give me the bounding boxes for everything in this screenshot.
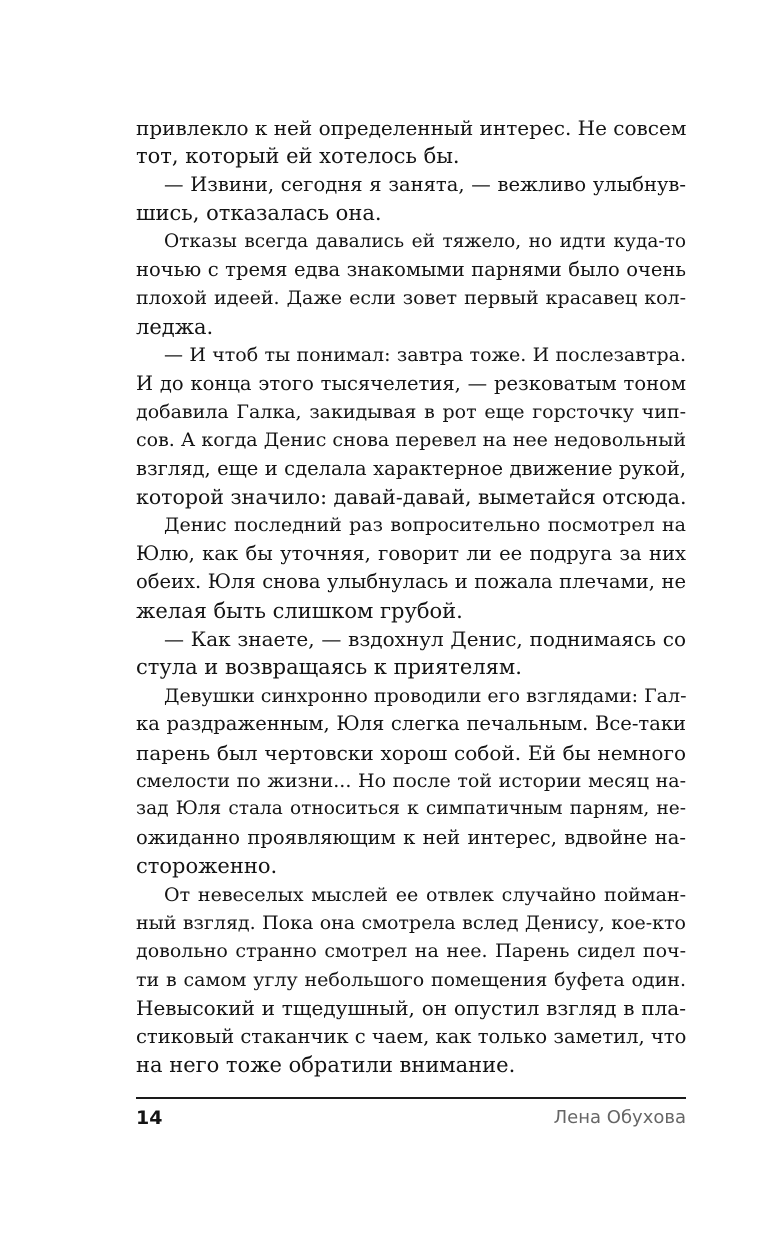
text-line: желая быть слишком грубой. bbox=[136, 598, 463, 623]
text-line: ночью с тремя едва знакомыми парнями было очень bbox=[136, 257, 686, 281]
text-line: шись, отказалась она. bbox=[136, 201, 382, 226]
text-line: — Извини, сегодня я занята, — вежливо улыбнув- bbox=[164, 172, 686, 196]
text-line: ожиданно проявляющим к ней интерес, вдвойне на- bbox=[136, 825, 686, 849]
text-line: обеих. Юля снова улыбнулась и пожала плечами, не bbox=[136, 570, 686, 594]
text-line: на него тоже обратили внимание. bbox=[136, 1052, 516, 1077]
text-line: которой значило: давай-давай, выметайся отсюда. bbox=[136, 485, 687, 510]
running-author: Лена Обухова bbox=[553, 1107, 686, 1128]
text-line: взгляд, еще и сделала характерное движение рукой, bbox=[136, 456, 686, 480]
footer-rule bbox=[136, 1097, 686, 1099]
text-line: смелости по жизни... Но после той истории месяц на- bbox=[136, 769, 686, 792]
text-line: стула и возвращаясь к приятелям. bbox=[136, 655, 522, 680]
text-line: плохой идеей. Даже если зовет первый красавец кол- bbox=[136, 287, 686, 310]
text-line: От невеселых мыслей ее отвлек случайно пойман- bbox=[164, 883, 686, 906]
text-line: Невысокий и тщедушный, он опустил взгляд в пла- bbox=[136, 996, 686, 1021]
text-line: привлекло к ней определенный интерес. Не совсем bbox=[136, 116, 687, 140]
text-line: Отказы всегда давались ей тяжело, но идти куда-то bbox=[164, 230, 686, 252]
text-line: сов. А когда Денис снова перевел на нее недовольный bbox=[136, 429, 686, 452]
text-line: стороженно. bbox=[136, 854, 278, 879]
text-line: леджа. bbox=[136, 314, 214, 339]
text-line: парень был чертовски хорош собой. Ей бы немного bbox=[136, 740, 686, 765]
text-line: ный взгляд. Пока она смотрела вслед Денису, кое-кто bbox=[136, 911, 686, 934]
text-line: стиковый стаканчик с чаем, как только заметил, что bbox=[136, 1024, 687, 1048]
text-line: ка раздраженным, Юля слегка печальным. Все-таки bbox=[136, 712, 686, 736]
text-line: довольно странно смотрел на нее. Парень сидел поч- bbox=[136, 940, 686, 963]
text-line: добавила Галка, закидывая в рот еще горсточку чип- bbox=[136, 400, 686, 423]
text-line: Девушки синхронно проводили его взглядами: Гал- bbox=[164, 684, 687, 707]
text-line: — Как знаете, — вздохнул Денис, поднимаясь со bbox=[164, 627, 686, 652]
text-line: Юлю, как бы уточняя, говорит ли ее подруга за них bbox=[136, 541, 686, 565]
page-number: 14 bbox=[136, 1107, 163, 1129]
text-line: зад Юля стала относиться к симпатичным парням, не- bbox=[136, 798, 686, 820]
text-line: тот, который ей хотелось бы. bbox=[136, 144, 460, 169]
text-line: И до конца этого тысячелетия, — резковатым тоном bbox=[136, 371, 686, 395]
body-text bbox=[136, 114, 686, 1079]
text-line: Денис последний раз вопросительно посмотрел на bbox=[164, 514, 686, 537]
text-line: — И чтоб ты понимал: завтра тоже. И послезавтра. bbox=[164, 344, 686, 367]
text-line: ти в самом углу небольшого помещения буфета один. bbox=[136, 968, 686, 991]
